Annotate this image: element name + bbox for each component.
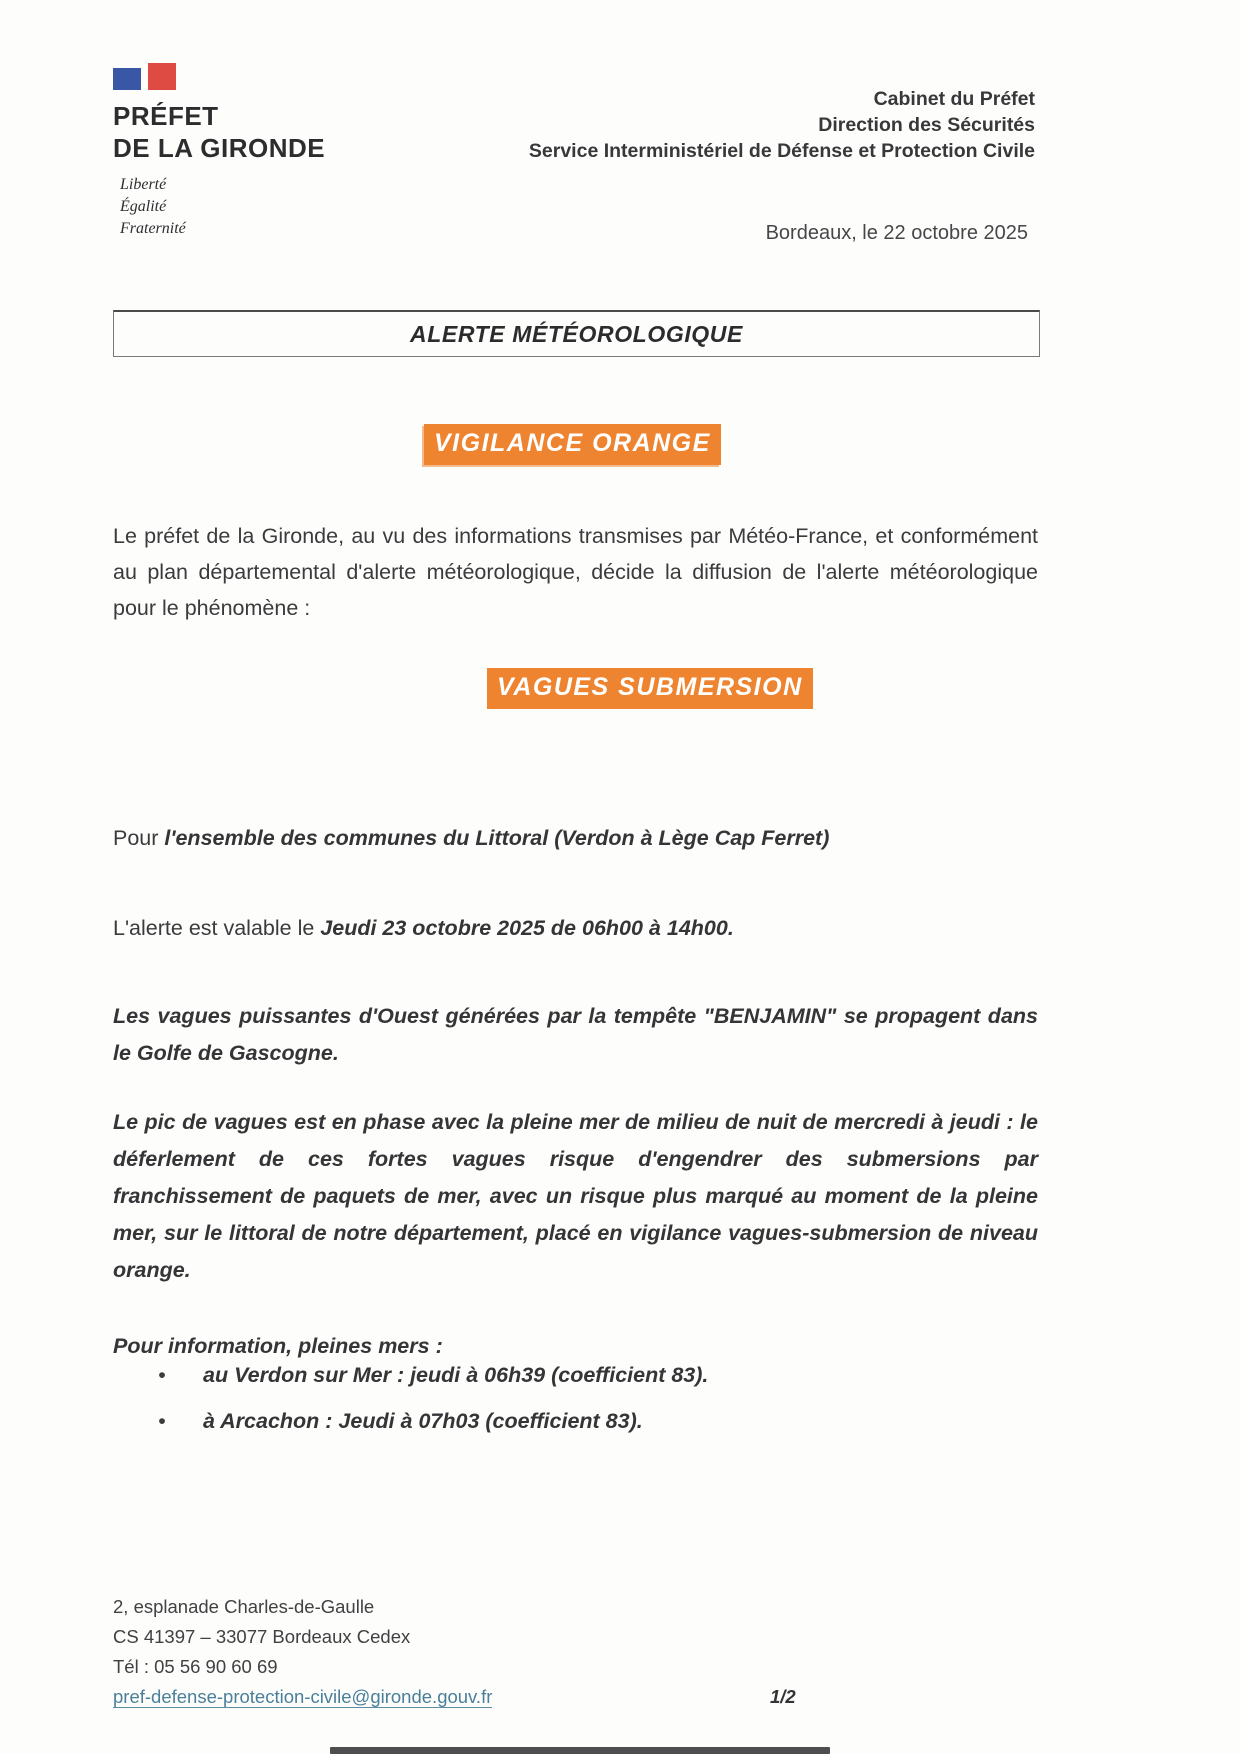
tide-list-item bbox=[113, 1358, 1038, 1392]
bullet-icon: • bbox=[158, 1363, 166, 1387]
footer-address-line2: CS 41397 – 33077 Bordeaux Cedex bbox=[113, 1626, 411, 1647]
validity-prefix: L'alerte est valable le bbox=[113, 916, 321, 940]
tide-list-item bbox=[113, 1404, 1038, 1438]
validity-emphasis: Jeudi 23 octobre 2025 de 06h00 à 14h00. bbox=[320, 916, 734, 940]
page-number: 1/2 bbox=[770, 1686, 796, 1707]
flag-blue-block bbox=[113, 68, 141, 90]
scope-emphasis: l'ensemble des communes du Littoral (Verdon à Lège Cap Ferret) bbox=[164, 826, 830, 850]
vigilance-orange-banner: VIGILANCE ORANGE bbox=[424, 424, 721, 465]
tide-verdon-text: au Verdon sur Mer : jeudi à 06h39 (coefficient 83). bbox=[203, 1363, 709, 1387]
scope-prefix: Pour bbox=[113, 826, 165, 850]
motto-fraternite: Fraternité bbox=[120, 220, 186, 237]
alert-title: ALERTE MÉTÉOROLOGIQUE bbox=[410, 320, 743, 347]
prefecture-logo bbox=[113, 60, 325, 240]
prefecture-name-line2: DE LA GIRONDE bbox=[113, 133, 326, 163]
footer-phone: Tél : 05 56 90 60 69 bbox=[113, 1656, 278, 1677]
tides-heading: Pour information, pleines mers : bbox=[113, 1334, 443, 1358]
alert-title-box bbox=[113, 310, 1040, 357]
french-flag-icon bbox=[113, 60, 325, 92]
phenomenon-banner: VAGUES SUBMERSION bbox=[487, 668, 813, 709]
prefecture-name-line1: PRÉFET bbox=[113, 101, 219, 131]
wave-peak-description-paragraph: Le pic de vagues est en phase avec la pleine mer de milieu de nuit de mercredi à jeudi : le déferlement de ces fortes vagues risque d'engendrer des submersions par franchissement de paquets de mer, avec un risque plus marqué au moment de la pleine mer, sur le littoral de notre département, placé en vigilance vagues-submersion de niveau orange. bbox=[113, 1110, 1038, 1282]
footer-email-link[interactable]: pref-defense-protection-civile@gironde.gouv.fr bbox=[113, 1686, 493, 1707]
org-line-direction: Direction des Sécurités bbox=[818, 114, 1035, 136]
org-line-cabinet: Cabinet du Préfet bbox=[873, 88, 1035, 110]
prefecture-name bbox=[113, 100, 325, 164]
motto-egalite: Égalité bbox=[120, 198, 167, 215]
footer bbox=[113, 1592, 1038, 1712]
motto-liberte: Liberté bbox=[120, 176, 167, 193]
tide-arcachon-text: à Arcachon : Jeudi à 07h03 (coefficient 83). bbox=[203, 1409, 643, 1433]
scope-line bbox=[113, 820, 1038, 856]
date-line: Bordeaux, le 22 octobre 2025 bbox=[765, 222, 1028, 244]
org-line-service: Service Interministériel de Défense et Protection Civile bbox=[528, 140, 1035, 162]
scan-artifact-bar bbox=[330, 1747, 830, 1754]
bullet-icon: • bbox=[158, 1409, 166, 1433]
storm-description-paragraph: Les vagues puissantes d'Ouest générées par la tempête "BENJAMIN" se propagent dans le Golfe de Gascogne. bbox=[113, 1004, 1038, 1065]
footer-address-line1: 2, esplanade Charles-de-Gaulle bbox=[113, 1596, 375, 1617]
issuing-service-block bbox=[529, 86, 1035, 164]
intro-paragraph: Le préfet de la Gironde, au vu des informations transmises par Météo-France, et conformément au plan départemental d'alerte météorologique, décide la diffusion de l'alerte météorologique pour le phénomène : bbox=[113, 524, 1038, 620]
validity-line bbox=[113, 910, 1038, 946]
flag-red-block bbox=[148, 63, 176, 90]
republic-motto bbox=[120, 174, 325, 240]
